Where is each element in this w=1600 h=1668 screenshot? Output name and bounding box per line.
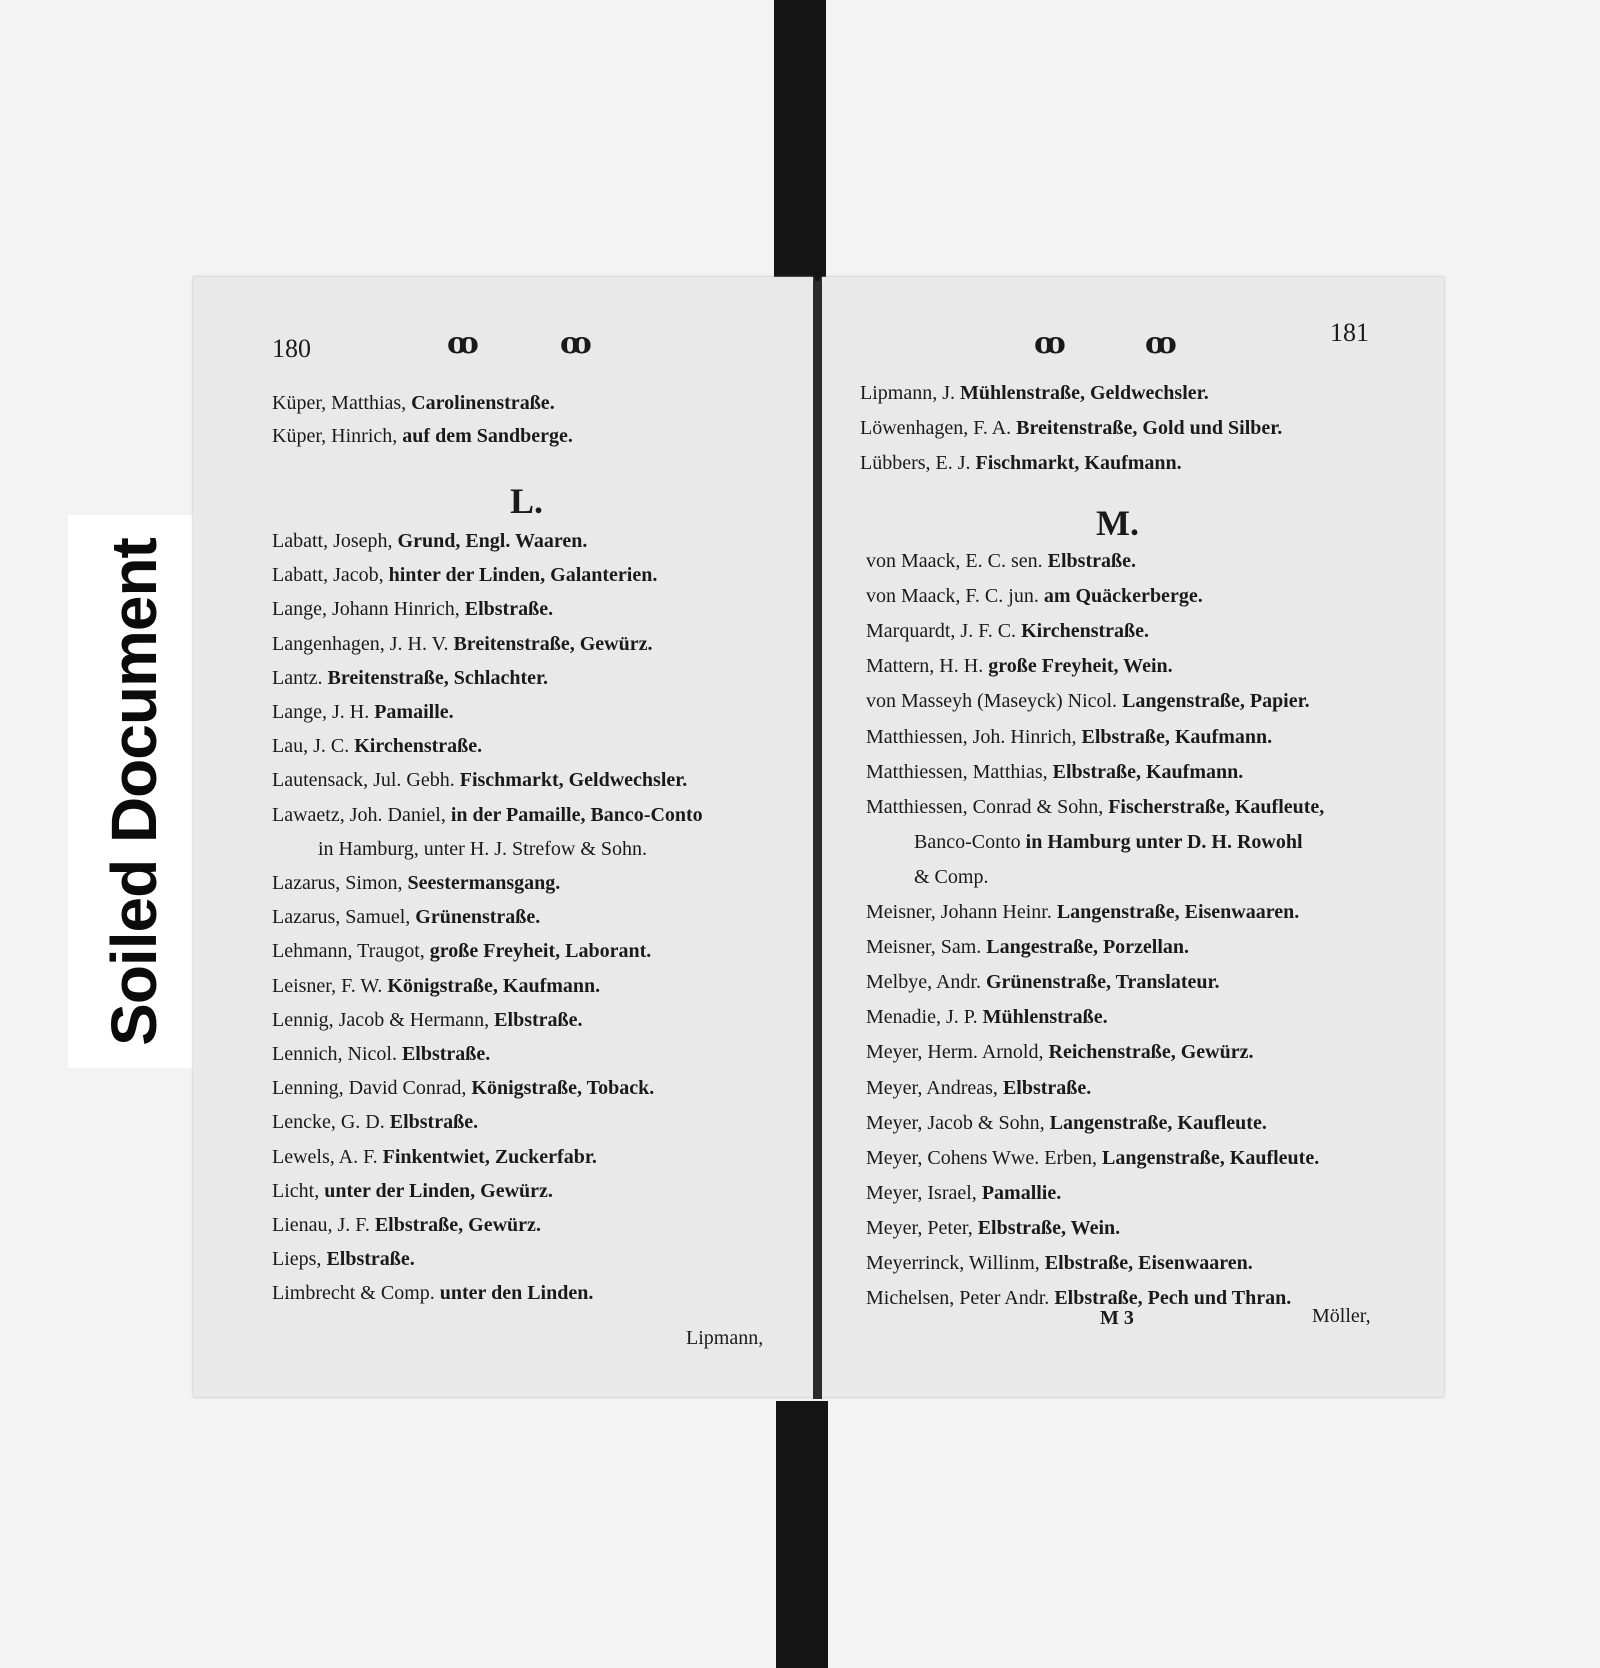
entry-name: Lenning, David Conrad, xyxy=(272,1077,472,1100)
directory-entry xyxy=(866,1006,1108,1029)
entry-name: Lau, J. C. xyxy=(272,735,355,758)
directory-entry xyxy=(272,1077,654,1100)
entry-address: Langestraße, Porzellan. xyxy=(986,936,1190,959)
directory-entry xyxy=(866,1252,1253,1275)
directory-entry xyxy=(272,1248,415,1271)
entry-address: Kirchenstraße. xyxy=(354,735,483,758)
entry-address: Elbstraße, Kaufmann. xyxy=(1081,725,1273,748)
right-page-number: 181 xyxy=(1330,318,1369,347)
directory-entry xyxy=(866,1112,1267,1135)
entry-address: unter den Linden. xyxy=(439,1282,594,1305)
entry-name: Banco-Conto xyxy=(914,830,1026,853)
directory-entry xyxy=(866,655,1173,678)
entry-name: Löwenhagen, F. A. xyxy=(860,417,1017,439)
directory-entry xyxy=(272,1146,597,1169)
entry-name: Meyerrinck, Willinm, xyxy=(866,1252,1045,1274)
directory-entry xyxy=(866,550,1136,573)
entry-name: Matthiessen, Matthias, xyxy=(866,760,1053,783)
entry-name: Leisner, F. W. xyxy=(272,974,388,997)
entry-name: Lieps, xyxy=(272,1248,327,1271)
entry-address: Fischmarkt, Geldwechsler. xyxy=(459,769,688,792)
entry-name: in Hamburg, unter H. J. Strefow & Sohn. xyxy=(318,837,648,860)
entry-address: Elbstraße. xyxy=(464,598,554,621)
entry-address: Elbstraße, Gewürz. xyxy=(374,1214,541,1236)
entry-address: Königstraße, Toback. xyxy=(471,1077,655,1100)
entry-address: auf dem Sandberge. xyxy=(402,425,573,447)
page-gutter xyxy=(813,281,822,1399)
right-catchword: Möller, xyxy=(1312,1305,1371,1327)
directory-entry xyxy=(866,1217,1120,1240)
left-catchword: Lipmann, xyxy=(686,1327,764,1349)
directory-entry xyxy=(272,598,553,621)
entry-name: Lantz. xyxy=(272,666,328,689)
signature-mark: M 3 xyxy=(1100,1307,1134,1329)
directory-entry xyxy=(866,1147,1319,1170)
entry-address: Fischerstraße, Kaufleute, xyxy=(1108,795,1325,818)
directory-entry xyxy=(272,872,560,895)
entry-address: Elbstraße. xyxy=(1002,1076,1092,1099)
entry-address: Reichenstraße, Gewürz. xyxy=(1048,1041,1254,1064)
directory-entry xyxy=(272,940,651,963)
entry-name: Meyer, Cohens Wwe. Erben, xyxy=(866,1146,1102,1169)
section-letter-l: L. xyxy=(510,481,544,521)
entry-address: Langenstraße, Kaufleute. xyxy=(1102,1146,1320,1169)
directory-entry xyxy=(272,633,653,656)
entry-address: Elbstraße, Wein. xyxy=(977,1216,1121,1239)
entry-name: Lübbers, E. J. xyxy=(860,452,976,474)
directory-entry xyxy=(272,769,687,792)
directory-entry xyxy=(272,564,657,587)
directory-entry xyxy=(318,838,647,861)
directory-entry xyxy=(272,1009,583,1032)
entry-name: Melbye, Andr. xyxy=(866,971,986,994)
directory-entry xyxy=(860,417,1282,440)
directory-entry xyxy=(272,906,540,929)
entry-address: Seestermansgang. xyxy=(407,872,561,894)
entry-address: Breitenstraße, Gewürz. xyxy=(453,632,653,655)
entry-name: Lennig, Jacob & Hermann, xyxy=(272,1008,495,1031)
directory-entry xyxy=(272,1214,541,1237)
entry-name: Matthiessen, Joh. Hinrich, xyxy=(866,725,1082,748)
directory-entry xyxy=(866,1077,1091,1100)
entry-name: Meyer, Israel, xyxy=(866,1181,982,1204)
entry-name: Meyer, Jacob & Sohn, xyxy=(866,1111,1050,1134)
entry-address: große Freyheit, Wein. xyxy=(988,655,1173,678)
entry-name: Menadie, J. P. xyxy=(866,1006,983,1029)
entry-name: Lange, J. H. xyxy=(272,701,375,723)
entry-address: Elbstraße. xyxy=(494,1008,583,1031)
entry-address: am Quäckerberge. xyxy=(1043,585,1203,608)
entry-address: in Hamburg unter D. H. Rowohl xyxy=(1025,830,1303,853)
entry-name: Mattern, H. H. xyxy=(866,655,989,678)
soiled-document-label: Soiled Document xyxy=(98,538,170,1046)
entry-address: Finkentwiet, Zuckerfabr. xyxy=(382,1145,597,1168)
entry-address: Breitenstraße, Gold und Silber. xyxy=(1016,417,1283,439)
directory-entry xyxy=(866,1182,1061,1205)
ornament-left-a: ꝏ xyxy=(447,327,481,360)
directory-entry xyxy=(866,761,1243,784)
directory-entry xyxy=(272,804,703,827)
directory-entry xyxy=(866,690,1310,713)
entry-address: Kirchenstraße. xyxy=(1021,620,1150,643)
directory-entry xyxy=(272,667,548,690)
entry-name: Lange, Johann Hinrich, xyxy=(272,598,465,621)
entry-address: Elbstraße. xyxy=(326,1248,415,1271)
entry-address: Langenstraße, Papier. xyxy=(1122,690,1310,713)
entry-name: Lienau, J. F. xyxy=(272,1214,375,1236)
directory-entry xyxy=(914,866,988,889)
entry-name: Meyer, Herm. Arnold, xyxy=(866,1041,1049,1064)
entry-name: Lehmann, Traugot, xyxy=(272,940,430,963)
directory-entry xyxy=(272,975,600,998)
entry-name: Küper, Hinrich, xyxy=(272,425,403,447)
entry-name: Meyer, Andreas, xyxy=(866,1076,1003,1099)
entry-name: Matthiessen, Conrad & Sohn, xyxy=(866,795,1109,818)
entry-address: Elbstraße, Eisenwaaren. xyxy=(1044,1252,1253,1274)
entry-address: Langenstraße, Kaufleute. xyxy=(1049,1111,1267,1134)
entry-address: unter der Linden, Gewürz. xyxy=(324,1179,553,1202)
directory-entry xyxy=(272,1043,490,1066)
directory-entry xyxy=(866,971,1220,994)
entry-name: Küper, Matthias, xyxy=(272,392,412,414)
ornament-right-a: ꝏ xyxy=(1034,327,1068,360)
directory-entry xyxy=(866,585,1203,608)
directory-entry xyxy=(866,1041,1253,1064)
entry-name: Lennich, Nicol. xyxy=(272,1043,402,1065)
entry-address: Breitenstraße, Schlachter. xyxy=(327,666,549,689)
entry-address: Grünenstraße. xyxy=(415,906,541,929)
binding-tape-top xyxy=(774,0,826,281)
directory-entry xyxy=(860,382,1209,405)
entry-name: von Masseyh (Maseyck) Nicol. xyxy=(866,690,1123,713)
directory-entry xyxy=(866,796,1324,819)
entry-address: Fischmarkt, Kaufmann. xyxy=(975,452,1182,474)
entry-name: Licht, xyxy=(272,1179,325,1202)
directory-entry xyxy=(914,831,1303,854)
directory-entry xyxy=(866,901,1299,924)
binding-tape-bottom xyxy=(776,1401,828,1668)
entry-name: Lazarus, Simon, xyxy=(272,872,408,894)
entry-address: Königstraße, Kaufmann. xyxy=(387,974,601,997)
entry-address: Elbstraße. xyxy=(1047,550,1136,572)
entry-address: hinter der Linden, Galanterien. xyxy=(388,564,658,587)
entry-name: Lewels, A. F. xyxy=(272,1145,383,1168)
entry-name: Michelsen, Peter Andr. xyxy=(866,1287,1055,1310)
entry-address: Elbstraße. xyxy=(389,1111,479,1134)
entry-name: Lazarus, Samuel, xyxy=(272,906,416,929)
directory-entry xyxy=(272,392,555,415)
directory-entry xyxy=(272,1111,478,1134)
directory-entry xyxy=(860,452,1182,475)
ornament-left-b: ꝏ xyxy=(560,327,594,360)
entry-name: Limbrecht & Comp. xyxy=(272,1282,440,1305)
directory-entry xyxy=(272,530,587,553)
entry-address: Pamallie. xyxy=(981,1181,1062,1204)
directory-entry xyxy=(272,735,482,758)
entry-address: Elbstraße. xyxy=(401,1043,491,1065)
entry-address: Mühlenstraße, Geldwechsler. xyxy=(960,382,1209,404)
directory-entry xyxy=(866,936,1189,959)
directory-entry xyxy=(866,726,1272,749)
left-page-number: 180 xyxy=(272,334,311,363)
entry-name: Meyer, Peter, xyxy=(866,1216,978,1239)
entry-name: von Maack, E. C. sen. xyxy=(866,550,1048,572)
entry-address: große Freyheit, Laborant. xyxy=(429,940,652,963)
entry-name: von Maack, F. C. jun. xyxy=(866,585,1044,608)
entry-name: & Comp. xyxy=(914,865,989,888)
directory-entry xyxy=(866,620,1149,643)
entry-address: Mühlenstraße. xyxy=(982,1006,1108,1029)
entry-address: Grünenstraße, Translateur. xyxy=(986,971,1220,994)
entry-name: Lawaetz, Joh. Daniel, xyxy=(272,803,451,826)
directory-entry xyxy=(866,1287,1291,1310)
entry-address: Langenstraße, Eisenwaaren. xyxy=(1056,901,1300,923)
directory-entry xyxy=(272,701,454,724)
entry-address: Grund, Engl. Waaren. xyxy=(397,530,588,552)
entry-address: Carolinenstraße. xyxy=(411,392,555,414)
ornament-right-b: ꝏ xyxy=(1145,327,1179,360)
entry-address: in der Pamaille, Banco-Conto xyxy=(450,803,703,826)
directory-entry xyxy=(272,1282,593,1305)
entry-address: Elbstraße, Pech und Thran. xyxy=(1054,1287,1292,1310)
section-letter-m: M. xyxy=(1096,503,1139,543)
entry-name: Lautensack, Jul. Gebh. xyxy=(272,769,460,792)
entry-name: Meisner, Johann Heinr. xyxy=(866,901,1057,923)
entry-address: Elbstraße, Kaufmann. xyxy=(1052,760,1244,783)
directory-entry xyxy=(272,1180,553,1203)
entry-name: Lipmann, J. xyxy=(860,382,960,404)
entry-name: Labatt, Joseph, xyxy=(272,530,398,552)
entry-name: Labatt, Jacob, xyxy=(272,564,389,587)
entry-address: Pamaille. xyxy=(374,701,454,723)
entry-name: Marquardt, J. F. C. xyxy=(866,620,1022,643)
directory-entry xyxy=(272,425,573,448)
entry-name: Meisner, Sam. xyxy=(866,936,987,959)
entry-name: Lencke, G. D. xyxy=(272,1111,390,1134)
entry-name: Langenhagen, J. H. V. xyxy=(272,632,454,655)
